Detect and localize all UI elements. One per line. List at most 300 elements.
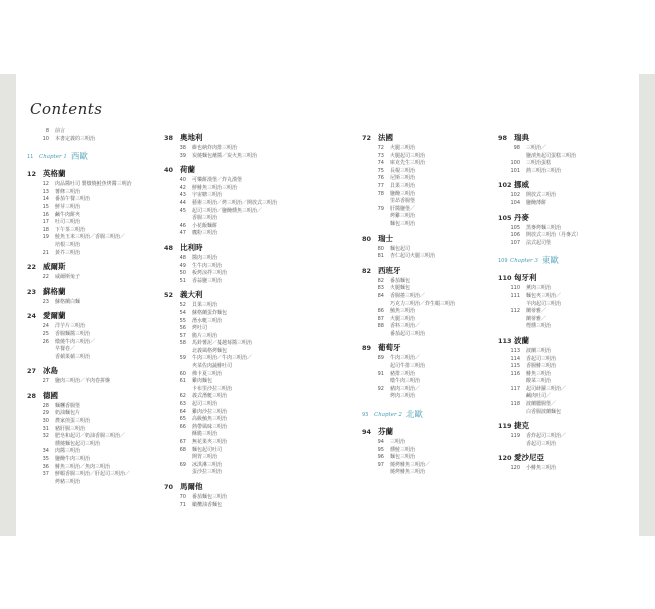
chapter-page-number: 11	[27, 154, 34, 161]
country-heading	[164, 482, 304, 492]
entry-title: 香炸起司三明治／	[526, 433, 567, 440]
page-number: 32	[42, 433, 49, 440]
entry-title: 火腿麵包	[390, 285, 411, 292]
toc-entry	[362, 198, 502, 206]
page-number: 89	[362, 344, 372, 353]
page-number: 64	[179, 408, 186, 415]
entry-title: 蘭蒂雅／	[526, 315, 547, 322]
toc-entry	[164, 270, 304, 278]
toc-entry	[498, 160, 638, 168]
page-number: 46	[179, 222, 186, 229]
page-number: 76	[377, 175, 384, 182]
chapter-label: Chapter 2	[374, 412, 402, 419]
entry-title: 橄欖油香麵包	[192, 501, 223, 508]
page-number: 72	[377, 145, 384, 151]
page-number: 89	[377, 355, 384, 362]
country-name: 波蘭	[514, 335, 529, 345]
toc-entry	[498, 378, 638, 386]
entry-title: 起司牛排三明治	[390, 363, 426, 370]
page-number: 67	[179, 439, 186, 445]
entry-title: 下午茶三明治	[55, 226, 86, 233]
country-name: 捷克	[514, 421, 529, 431]
entry-title: 薰肉三明治	[526, 285, 552, 292]
toc-entry	[498, 232, 638, 240]
entry-title: 三明治／	[526, 145, 547, 151]
toc-entry	[362, 323, 502, 331]
country-name: 瑞士	[378, 233, 393, 243]
page-number: 69	[179, 461, 186, 468]
toc-entry	[27, 299, 167, 307]
entry-title: 高級鮪魚三明治	[192, 416, 228, 423]
chapter-page-number: 93	[362, 412, 369, 419]
entry-title: 醬肉三明治	[192, 254, 218, 261]
country-heading	[27, 366, 167, 376]
toc-entry	[164, 401, 304, 409]
page-number: 38	[179, 145, 186, 151]
entry-title: 豬排三明治	[390, 370, 416, 377]
page-number: 96	[377, 454, 384, 461]
chapter-heading	[362, 409, 502, 421]
page-number: 88	[377, 323, 384, 330]
page-number: 13	[42, 188, 49, 195]
toc-entry	[27, 479, 167, 487]
page-number: 23	[42, 298, 49, 305]
page-number: 36	[42, 463, 49, 470]
entry-title: 佛卡夏三明治	[192, 370, 223, 377]
toc-entry	[498, 441, 638, 449]
entry-title: 早餐卷／	[55, 346, 76, 353]
bottom-margin	[0, 536, 655, 609]
entry-title: 卡布里沙拉三明治	[192, 385, 233, 392]
page-number: 62	[179, 393, 186, 400]
page-number: 28	[42, 402, 49, 409]
entry-title: 煙燻三明治	[526, 323, 552, 330]
country-name: 法國	[378, 133, 393, 142]
page-number: 97	[377, 461, 384, 468]
toc-entry	[362, 278, 502, 286]
country-heading	[164, 165, 304, 175]
chapter-title: 北歐	[405, 410, 423, 421]
toc-entry	[27, 418, 167, 426]
entry-title: 鷹粉三明治	[192, 230, 218, 237]
entry-title: 鮮芽三明治	[55, 203, 81, 210]
toc-entry	[27, 189, 167, 197]
country-heading	[498, 273, 638, 283]
toc-entry	[164, 310, 304, 318]
page-number: 27	[27, 367, 37, 376]
page-number: 102	[510, 192, 520, 199]
toc-entry	[27, 136, 167, 144]
country-heading	[498, 180, 638, 190]
toc-entry	[498, 409, 638, 417]
page-number: 107	[510, 239, 520, 246]
toc-column-1	[27, 128, 167, 486]
page-number: 117	[510, 385, 520, 392]
page-number: 28	[27, 391, 37, 400]
entry-title: 起司蒔蘿三明治／	[526, 385, 567, 392]
entry-title: 燒烤鯡魚三明治／	[390, 461, 431, 468]
entry-title: 肉品醬吐司 製燉燒鮭魚烤醬三明治	[55, 181, 132, 188]
toc-entry	[362, 160, 502, 168]
entry-title: 波蘭臘腸堡／	[526, 401, 557, 408]
page-number: 51	[179, 277, 186, 284]
chapter-label: Chapter 1	[39, 154, 67, 161]
country-heading	[498, 213, 638, 223]
page-number: 30	[42, 418, 49, 425]
toc-entry	[362, 316, 502, 324]
page-number: 77	[377, 182, 384, 189]
page-number: 31	[42, 425, 49, 432]
page-number: 106	[510, 232, 520, 239]
entry-title: 香腸三明治	[192, 215, 218, 222]
chapter-page-number: 109	[498, 258, 508, 265]
toc-entry	[362, 363, 502, 371]
page-number: 79	[377, 205, 384, 212]
page-number: 54	[179, 309, 186, 316]
entry-title: 義式潛艇三明治	[192, 393, 228, 400]
top-margin	[0, 0, 655, 74]
page-number: 115	[510, 363, 520, 370]
page-number: 27	[42, 378, 49, 385]
entry-title: 酥脆三明治	[192, 431, 218, 438]
entry-title: 小花飯麵餅	[192, 222, 218, 229]
page-number: 44	[179, 199, 186, 206]
toc-entry	[27, 346, 167, 354]
country-name: 馬爾他	[180, 481, 203, 491]
entry-title: 貝果三明治	[192, 302, 218, 309]
page-number: 91	[377, 370, 384, 377]
entry-title: 燒烤鯡魚三明治	[390, 469, 426, 476]
entry-title: 番茄麵包	[390, 277, 411, 284]
country-name: 愛爾蘭	[43, 311, 66, 321]
toc-entry	[498, 323, 638, 331]
entry-title: 鹽漬魚起司蛋糕三明治	[526, 152, 577, 159]
country-heading	[27, 262, 167, 272]
entry-title: 吐司三明治	[55, 219, 81, 226]
toc-entry	[362, 355, 502, 363]
page-number: 98	[498, 134, 508, 142]
page-number: 52	[179, 302, 186, 309]
page-number: 65	[179, 416, 186, 423]
entry-title: 麵糰香腸堡	[55, 402, 81, 409]
page-number: 120	[498, 454, 512, 463]
country-heading	[27, 311, 167, 321]
entry-title: 開放式三明治	[526, 192, 557, 199]
country-heading	[362, 266, 502, 276]
entry-title: 燻燒麵包起司三明治	[55, 440, 101, 447]
entry-title: 三明治	[390, 439, 406, 446]
entry-title: 維也納炸肉排三明治	[192, 145, 238, 151]
entry-title: 貝果三明治	[390, 182, 416, 189]
toc-entry	[164, 462, 304, 470]
page-number: 50	[179, 270, 186, 277]
page-number: 82	[362, 266, 372, 275]
toc-entry	[27, 410, 167, 418]
toc-entry	[27, 378, 167, 386]
country-name: 瑞典	[514, 133, 529, 142]
country-name: 葡萄牙	[378, 343, 401, 353]
entry-title: 烤肉三明治	[390, 393, 416, 400]
page-frame-right	[639, 74, 655, 536]
toc-entry	[27, 354, 167, 362]
toc-column-4	[498, 128, 638, 473]
page-number: 19	[42, 234, 49, 241]
entry-title: 洋芋片三明治	[55, 323, 86, 330]
entry-title: 肥皂和起司／奶油香腸三明治／	[55, 433, 126, 440]
entry-title: 火腿三明治	[390, 145, 416, 151]
toc-entry	[498, 393, 638, 401]
entry-title: 里昂香腸堡	[390, 198, 416, 205]
toc-entry	[362, 168, 502, 176]
page-number: 70	[164, 482, 174, 491]
entry-title: 白香腸波蘭麵包	[526, 408, 562, 415]
entry-title: 鹽醃牛肉三明治	[55, 456, 91, 463]
entry-title: 前言	[55, 128, 66, 134]
page-number: 26	[42, 338, 49, 345]
entry-title: 香蘋果蘋三明治	[55, 353, 91, 360]
entry-title: 杏仁起司火腿三明治	[390, 253, 436, 260]
toc-entry	[362, 191, 502, 199]
page-number: 113	[510, 347, 520, 354]
toc-entry	[498, 356, 638, 364]
entry-title: 牛肉三明治／	[390, 355, 421, 362]
entry-title: 火腿三明治	[390, 315, 416, 322]
page-number: 22	[42, 274, 49, 281]
toc-entry	[498, 285, 638, 293]
entry-title: 烤吐司	[192, 325, 208, 332]
toc-entry	[164, 302, 304, 310]
page-number: 18	[42, 226, 49, 233]
entry-title: 威爾斯兔子	[55, 274, 81, 281]
page-number: 102	[498, 181, 512, 190]
page-number: 47	[179, 230, 186, 237]
entry-title: 香腸麵醬三明治	[55, 330, 91, 337]
toc-entry	[27, 219, 167, 227]
country-name: 比利時	[180, 242, 203, 252]
toc-entry	[164, 363, 304, 371]
page-number: 74	[377, 160, 384, 167]
chapter-label: Chapter 3	[510, 258, 538, 265]
page-number: 119	[498, 422, 512, 431]
toc-entry	[27, 339, 167, 347]
toc-entry	[498, 465, 638, 473]
country-heading	[362, 234, 502, 244]
page-number: 95	[377, 446, 384, 453]
page-number: 25	[42, 330, 49, 337]
entry-title: 蛋沙拉三明治	[192, 469, 223, 476]
toc-entry	[362, 378, 502, 386]
country-name: 西班牙	[378, 265, 401, 275]
toc-entry	[164, 431, 304, 439]
country-name: 義大利	[180, 290, 203, 300]
page-number: 70	[179, 493, 186, 500]
toc-entry	[362, 293, 502, 301]
entry-title: 烤豬三明治	[55, 478, 81, 485]
entry-title: 開放式三明治（丹麥式）	[526, 232, 582, 239]
entry-title: 培根三明治	[55, 241, 81, 248]
page-number: 15	[42, 203, 49, 210]
country-heading	[498, 421, 638, 431]
page-number: 120	[510, 465, 520, 472]
toc-entry	[362, 253, 502, 261]
entry-title: 鹽醃三明治	[390, 190, 416, 197]
toc-entry	[27, 433, 167, 441]
page-frame-left	[0, 74, 16, 536]
toc-entry	[498, 433, 638, 441]
entry-title: 長棍三明治	[390, 167, 416, 174]
page-number: 23	[27, 287, 37, 296]
country-heading	[362, 133, 502, 143]
page-number: 61	[179, 378, 186, 385]
entry-title: 鯡魚三明治	[526, 370, 552, 377]
entry-title: 香起司三明治	[526, 355, 557, 362]
toc-entry	[362, 221, 502, 229]
entry-title: 鹹肉吐司／	[526, 393, 552, 400]
page-number: 92	[377, 385, 384, 392]
toc-entry	[164, 469, 304, 477]
page-number: 52	[164, 291, 174, 300]
page-number: 40	[179, 177, 186, 184]
toc-entry	[164, 325, 304, 333]
toc-entry	[164, 153, 304, 161]
page-number: 84	[377, 292, 384, 299]
page-number: 48	[179, 254, 186, 261]
entry-title: 香料三明治／	[390, 323, 421, 330]
page-number: 29	[42, 410, 49, 417]
toc-entry	[164, 386, 304, 394]
toc-entry	[27, 274, 167, 282]
page-number: 104	[510, 199, 520, 206]
page-number: 86	[377, 308, 384, 315]
toc-entry	[27, 331, 167, 339]
page-number: 17	[42, 219, 49, 226]
entry-title: 藝術三明治／烤三明治／開放式三明治	[192, 199, 278, 206]
page-number: 68	[179, 446, 186, 453]
entry-title: 三明治蛋糕	[526, 160, 552, 167]
page-number: 39	[179, 152, 186, 159]
toc-entry	[362, 447, 502, 455]
entry-title: 尼斯三明治	[390, 175, 416, 182]
toc-entry	[164, 447, 304, 455]
toc-entry	[498, 145, 638, 153]
page-number: 8	[45, 128, 49, 134]
toc-entry	[498, 363, 638, 371]
entry-title: 番茄麵包三明治	[192, 493, 228, 500]
toc-entry	[498, 192, 638, 200]
toc-entry	[362, 285, 502, 293]
country-heading	[498, 453, 638, 463]
country-name: 芬蘭	[378, 427, 393, 437]
entry-title: 潛水艇三明治	[192, 317, 223, 324]
page-number: 78	[377, 190, 384, 197]
toc-entry	[164, 177, 304, 185]
toc-entry	[164, 416, 304, 424]
country-heading	[27, 169, 167, 179]
page-number: 94	[377, 439, 384, 446]
page-number: 100	[510, 160, 520, 167]
toc-entry	[27, 323, 167, 331]
entry-title: 法式起司堡	[526, 239, 552, 246]
entry-title: 宇宙糖三明治	[192, 192, 223, 199]
page-number: 55	[179, 317, 186, 324]
page-number: 16	[42, 211, 49, 218]
toc-entry	[164, 454, 304, 462]
entry-title: 鮮蝦香腸三明治／肝起司三明治／	[55, 471, 131, 478]
toc-entry	[498, 348, 638, 356]
toc-entry	[498, 371, 638, 379]
entry-title: 麵包三明治	[390, 220, 416, 227]
page-number: 112	[510, 308, 520, 315]
entry-title: 鹽肉三明治／羊肉卷拼盤	[55, 378, 111, 385]
toc-entry	[164, 223, 304, 231]
page-number: 59	[179, 355, 186, 362]
toc-entry	[362, 454, 502, 462]
toc-entry	[164, 215, 304, 223]
page-number: 110	[510, 285, 520, 292]
contents-title: Contents	[30, 100, 103, 118]
toc-entry	[498, 316, 638, 324]
page-number: 71	[179, 501, 186, 508]
toc-entry	[362, 386, 502, 394]
entry-title: 本書定義的三明治	[55, 135, 96, 142]
entry-title: 熱三明治三明治	[526, 167, 562, 174]
entry-title: 酸菜三明治	[526, 378, 552, 385]
page-number: 21	[42, 249, 49, 256]
page-number: 73	[377, 152, 384, 159]
country-name: 威爾斯	[43, 262, 66, 272]
page-number: 110	[498, 274, 512, 283]
page-number: 10	[42, 135, 49, 142]
toc-entry	[164, 502, 304, 510]
toc-entry	[164, 318, 304, 326]
entry-title: 香腸捲三明治／	[390, 292, 426, 299]
page-number: 72	[362, 134, 372, 142]
entry-title: 香起司三明治	[526, 440, 557, 447]
entry-title: 小鯡魚三明治	[526, 465, 557, 472]
entry-title: 羊肉起司三明治	[526, 300, 562, 307]
toc-entry	[164, 208, 304, 216]
entry-title: 巧克力三明治／炸生蝦三明治	[390, 300, 456, 307]
entry-title: 庫克先生三明治	[390, 160, 426, 167]
entry-title: 燉燒牛肉三明治／	[55, 338, 96, 345]
toc-entry	[498, 308, 638, 316]
toc-entry	[362, 213, 502, 221]
page-number: 35	[42, 456, 49, 463]
toc-entry	[362, 462, 502, 470]
toc-entry	[27, 212, 167, 220]
entry-title: 起司三明治	[192, 401, 218, 408]
toc-entry	[498, 293, 638, 301]
page-number: 87	[377, 315, 384, 322]
page-number: 105	[510, 224, 520, 231]
country-name: 英格蘭	[43, 169, 66, 179]
toc-entry	[362, 469, 502, 477]
toc-entry	[164, 255, 304, 263]
page-number: 116	[510, 370, 520, 377]
chapter-heading	[27, 151, 167, 163]
entry-title: 板烤涼拌三明治	[192, 270, 228, 277]
toc-entry	[498, 386, 638, 394]
entry-title: 火腿起司三明治	[390, 152, 426, 159]
toc-entry	[164, 185, 304, 193]
page-number: 101	[510, 167, 520, 174]
entry-title: 北義風格烤麵包	[192, 347, 228, 354]
page-number: 60	[179, 370, 186, 377]
entry-title: 波蘭三明治	[526, 347, 552, 354]
chapter-heading	[498, 255, 638, 267]
toc-entry	[362, 393, 502, 401]
page-number: 22	[27, 263, 37, 272]
